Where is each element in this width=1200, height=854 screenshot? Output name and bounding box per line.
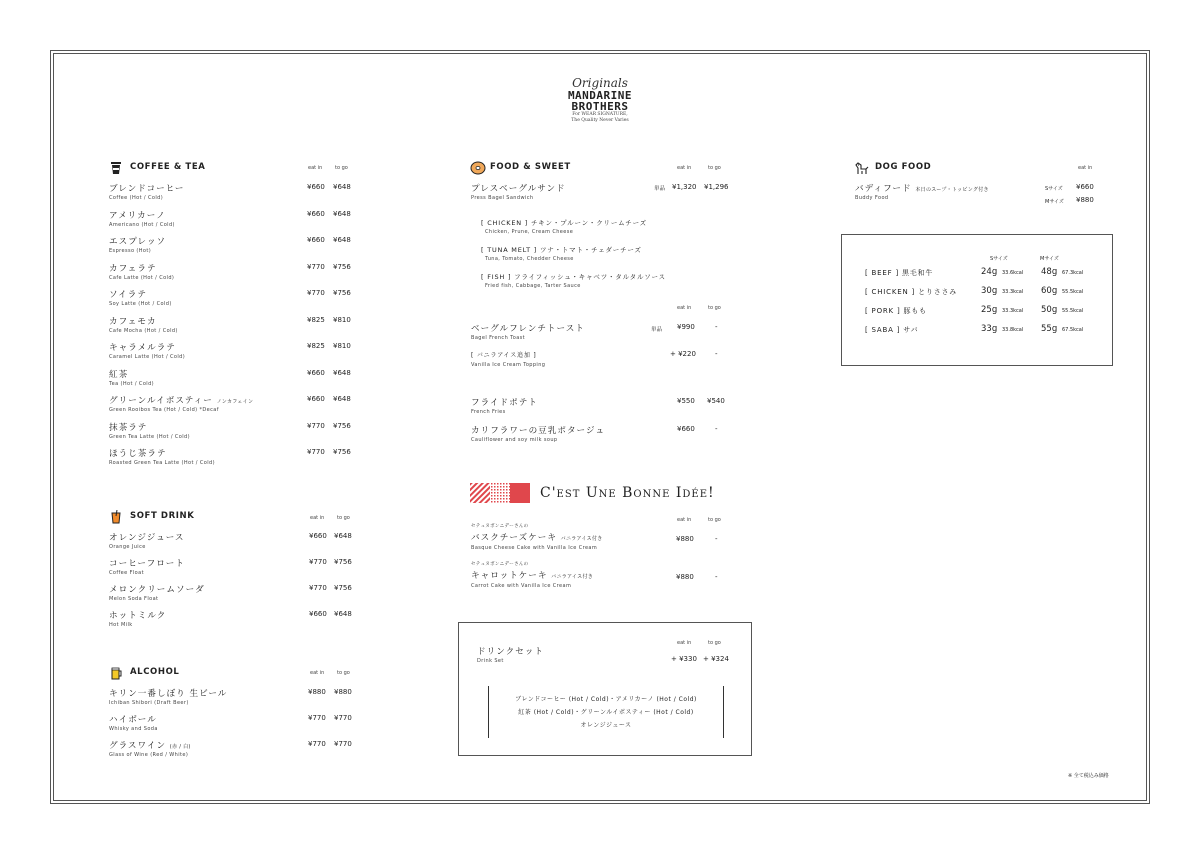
price-eat-in: ¥660 xyxy=(307,236,325,244)
price-eat-in: ¥880 xyxy=(676,573,694,581)
item-name-en: French Fries xyxy=(471,409,506,415)
nutrition-s-grams: 25g xyxy=(981,305,998,315)
item-name-jp xyxy=(109,739,191,751)
item-name-note: ノンカフェイン xyxy=(216,399,254,405)
menu-item xyxy=(109,235,299,261)
menu-item xyxy=(109,557,299,583)
col-to-go: to go xyxy=(708,517,721,523)
item-name-en: Coffee Float xyxy=(109,570,144,576)
coffee-cup-icon xyxy=(110,160,124,174)
price-to-go: - xyxy=(715,323,718,331)
menu-item xyxy=(109,421,299,447)
price-eat-in: ¥550 xyxy=(677,397,695,405)
menu-item-soup xyxy=(471,424,671,450)
item-name-main: ホットミルク xyxy=(109,611,167,621)
item-pre-label: セテュヌボンニデーさんの xyxy=(471,524,529,529)
single-item-note: 単品 xyxy=(651,327,663,333)
item-name-main: カフェラテ xyxy=(109,263,157,274)
price-eat-in: ¥825 xyxy=(307,342,325,350)
price-to-go: ¥648 xyxy=(333,183,351,191)
price-eat-in: ¥825 xyxy=(307,315,325,324)
item-name-jp xyxy=(855,182,989,194)
menu-item xyxy=(109,262,299,288)
price-to-go: - xyxy=(715,535,718,543)
menu-item xyxy=(109,713,299,739)
menu-item-fries xyxy=(471,396,651,422)
item-name-jp xyxy=(109,713,157,725)
price-to-go: ¥880 xyxy=(334,688,352,696)
item-name-en: Americano (Hot / Cold) xyxy=(109,221,175,228)
menu-item xyxy=(109,394,299,420)
price-eat-in: ¥1,320 xyxy=(672,183,697,191)
nutrition-s-kcal: 33.3kcal xyxy=(1002,308,1024,314)
logo-tagline-1: For WEAR SIGNATURE, xyxy=(572,112,628,117)
item-name-jp xyxy=(109,288,147,300)
price-eat-in: ¥660 xyxy=(309,532,327,540)
item-name-en: Carrot Cake with Vanilla Ice Cream xyxy=(471,583,572,589)
bagel-option-jp: [ FISH ] フライフィッシュ・キャベツ・タルタルソース xyxy=(481,273,666,281)
nutrition-m-kcal: 55.5kcal xyxy=(1062,289,1084,295)
single-item-note: 単品 xyxy=(654,186,666,192)
price-eat-in: ¥770 xyxy=(307,421,325,430)
item-name-jp: ドリンクセット xyxy=(477,647,544,657)
col-eat-in: eat in xyxy=(677,517,692,523)
section-title: FOOD & SWEET xyxy=(490,162,571,172)
bagel-option-en: Tuna, Tomato, Chedder Cheese xyxy=(485,256,574,262)
price-eat-in: ¥660 xyxy=(309,610,327,618)
price-to-go: ¥756 xyxy=(334,584,352,592)
logo-line-brothers: BROTHERS xyxy=(571,100,629,113)
price-to-go: - xyxy=(715,573,718,581)
beer-mug-icon xyxy=(110,665,124,679)
item-name-en: Roasted Green Tea Latte (Hot / Cold) xyxy=(109,460,215,466)
menu-item xyxy=(109,687,299,713)
item-name-main: アメリカーノ xyxy=(109,210,166,221)
item-name-main: メロンクリームソーダ xyxy=(109,585,205,595)
price-eat-in: ¥990 xyxy=(677,323,695,331)
item-name-main: キャラメルラテ xyxy=(109,343,176,353)
size-label-s: Sサイズ xyxy=(1045,186,1063,192)
price-to-go: ¥770 xyxy=(334,740,352,748)
item-name-en: Whisky and Soda xyxy=(109,726,158,732)
size-label-m: Mサイズ xyxy=(1045,199,1064,205)
item-name-jp xyxy=(471,531,603,543)
item-name-main: エスプレッソ xyxy=(109,237,167,247)
item-name-jp xyxy=(109,182,185,194)
item-name-jp xyxy=(471,569,593,581)
menu-item xyxy=(109,368,299,394)
logo-script: Originals xyxy=(572,76,628,90)
section-title: ALCOHOL xyxy=(130,667,180,677)
menu-item xyxy=(109,315,299,341)
menu-item xyxy=(109,288,299,314)
section-title: SOFT DRINK xyxy=(130,511,195,521)
price-eat-in: ¥770 xyxy=(308,740,326,748)
price-eat-in: ¥880 xyxy=(308,688,326,696)
price-to-go: ¥648 xyxy=(334,610,352,618)
item-name-en: Basque Cheese Cake with Vanilla Ice Cream xyxy=(471,545,598,551)
bagel-option-jp: [ CHICKEN ] チキン・プルーン・クリームチーズ xyxy=(481,219,647,227)
price-s: ¥660 xyxy=(1076,183,1094,191)
item-name-jp: ベーグルフレンチトースト xyxy=(471,324,585,334)
col-to-go: to go xyxy=(708,640,721,646)
bonne-idee-pattern-logo xyxy=(470,483,530,503)
price-eat-in: ¥660 xyxy=(307,395,325,403)
menu-item-press-bagel xyxy=(471,182,651,208)
nutrition-row-name: [ BEEF ] 黒毛和牛 xyxy=(865,269,934,277)
section-header-dog-food xyxy=(855,159,931,175)
item-pre-label: セテュヌボンニデーさんの xyxy=(471,562,529,567)
item-name-jp xyxy=(109,394,253,406)
nutrition-row-name: [ CHICKEN ] とりささみ xyxy=(865,288,958,296)
bagel-option-en: Fried fish, Cabbage, Tarter Sauce xyxy=(485,283,581,289)
item-name-en: Hot Milk xyxy=(109,622,133,628)
col-eat-in: eat in xyxy=(310,670,325,676)
vanilla-topping-en: Vanilla Ice Cream Topping xyxy=(471,362,546,368)
col-to-go: to go xyxy=(337,670,350,676)
drink-set-choice-line: 紅茶 (Hot / Cold)・グリーンルイボスティー (Hot / Cold) xyxy=(518,709,694,716)
item-name-jp xyxy=(109,262,157,274)
col-eat-in: eat in xyxy=(677,305,692,311)
nutrition-m-grams: 48g xyxy=(1041,267,1058,277)
item-name-main: ハイボール xyxy=(109,715,157,725)
price-to-go: ¥810 xyxy=(333,315,351,324)
nutrition-m-grams: 55g xyxy=(1041,324,1058,334)
menu-item xyxy=(109,209,299,235)
item-name-main: 抹茶ラテ xyxy=(109,422,148,433)
price-to-go: ¥648 xyxy=(333,236,351,244)
vanilla-topping-jp: [ バニラアイス追加 ] xyxy=(471,352,537,359)
nutrition-s-kcal: 33.8kcal xyxy=(1002,327,1024,333)
dog-food-nutrition-box xyxy=(841,234,1113,366)
item-name-main: バスクチーズケーキ xyxy=(471,533,557,543)
item-name-jp xyxy=(109,531,185,543)
price-eat-in: ¥770 xyxy=(307,289,325,297)
nutrition-s-kcal: 33.3kcal xyxy=(1002,289,1024,295)
col-eat-in: eat in xyxy=(310,515,325,521)
item-name-jp xyxy=(109,609,166,621)
col-eat-in: eat in xyxy=(677,165,692,171)
item-name-jp xyxy=(109,557,185,569)
nutrition-m-kcal: 67.5kcal xyxy=(1062,327,1084,333)
nutrition-m-grams: 60g xyxy=(1041,286,1058,296)
item-name-jp xyxy=(109,368,128,380)
nutrition-m-kcal: 55.5kcal xyxy=(1062,308,1084,314)
item-name-jp xyxy=(109,209,166,221)
bagel-option-jp: [ TUNA MELT ] ツナ・トマト・チェダーチーズ xyxy=(481,246,642,254)
menu-item xyxy=(109,447,299,473)
item-name-en: Press Bagel Sandwich xyxy=(471,195,534,201)
price-to-go: ¥648 xyxy=(334,532,352,540)
table-head-m: Mサイズ xyxy=(1040,256,1059,262)
nutrition-s-grams: 24g xyxy=(981,267,998,277)
item-name-main: キャロットケーキ xyxy=(471,571,548,581)
item-name-en: Buddy Food xyxy=(855,195,889,201)
price-eat-in: ¥770 xyxy=(309,558,327,566)
col-to-go: to go xyxy=(335,165,348,171)
nutrition-row-name: [ SABA ] サバ xyxy=(865,326,919,334)
price-eat-in: ¥770 xyxy=(307,448,325,456)
item-name-en: Ichiban Shibori (Draft Beer) xyxy=(109,700,189,706)
nutrition-s-grams: 30g xyxy=(981,286,998,296)
logo-line-mandarine: MANDARINE xyxy=(567,89,633,102)
menu-item-french-toast xyxy=(471,322,651,348)
section-title: COFFEE & TEA xyxy=(130,162,206,172)
price-to-go: ¥648 xyxy=(333,368,351,377)
section-header-soft-drink xyxy=(110,508,194,524)
item-name-main: グラスワイン xyxy=(109,741,167,751)
item-name-en: Green Tea Latte (Hot / Cold) xyxy=(109,433,190,440)
section-header-coffee-tea xyxy=(110,159,205,175)
price-eat-in: + ¥330 xyxy=(671,655,697,663)
item-name-note: バニラアイス付き xyxy=(551,574,594,580)
price-eat-in: ¥770 xyxy=(308,714,326,722)
nutrition-s-grams: 33g xyxy=(981,324,998,334)
price-to-go: ¥756 xyxy=(333,262,351,271)
item-name-main: 紅茶 xyxy=(109,369,129,380)
bonne-idee-title: C'est Une Bonne Idée! xyxy=(540,485,715,501)
col-eat-in: eat in xyxy=(1078,165,1093,171)
menu-item xyxy=(109,739,299,765)
item-name-note: 本日のスープ・トッピング付き xyxy=(915,187,989,193)
item-name-jp xyxy=(109,421,147,433)
item-name-en: Melon Soda Float xyxy=(109,596,159,602)
section-header-alcohol xyxy=(110,664,179,680)
menu-item xyxy=(109,182,299,208)
item-name-en: Soy Latte (Hot / Cold) xyxy=(109,301,172,307)
price-to-go: - xyxy=(715,425,718,433)
item-name-jp xyxy=(109,583,205,595)
price-eat-in: ¥880 xyxy=(676,535,694,543)
item-name-jp xyxy=(109,687,227,699)
price-to-go: ¥756 xyxy=(333,421,351,430)
item-name-jp xyxy=(109,235,166,247)
menu-item xyxy=(109,609,299,635)
item-name-note: (赤 / 白) xyxy=(169,744,191,750)
section-header-food-sweet xyxy=(470,159,571,175)
menu-item xyxy=(109,531,299,557)
item-name-jp: プレスベーグルサンド xyxy=(471,184,566,194)
price-to-go: ¥1,296 xyxy=(704,183,729,191)
price-to-go: ¥648 xyxy=(333,209,351,218)
col-to-go: to go xyxy=(708,305,721,311)
item-name-main: ブレンドコーヒー xyxy=(109,184,185,194)
price-to-go: ¥756 xyxy=(334,558,352,566)
section-title: DOG FOOD xyxy=(875,162,932,172)
item-name-main: バディフード xyxy=(855,184,912,194)
item-name-en: Cafe Mocha (Hot / Cold) xyxy=(109,327,178,334)
price-to-go: + ¥324 xyxy=(703,655,729,663)
item-name-en: Coffee (Hot / Cold) xyxy=(109,195,164,201)
price-eat-in: ¥770 xyxy=(309,584,327,592)
price-to-go: ¥756 xyxy=(333,448,351,456)
price-eat-in: ¥660 xyxy=(677,425,695,433)
item-name-en: Cauliflower and soy milk soup xyxy=(471,437,558,443)
col-to-go: to go xyxy=(337,515,350,521)
price-to-go: ¥756 xyxy=(333,289,351,297)
drink-set-choice-line: ブレンドコーヒー (Hot / Cold)・アメリカーノ (Hot / Cold) xyxy=(515,696,697,703)
nutrition-m-kcal: 67.3kcal xyxy=(1062,270,1084,276)
price-to-go: ¥540 xyxy=(707,397,725,405)
item-name-jp xyxy=(109,447,167,459)
item-name-main: カフェモカ xyxy=(109,316,157,327)
price-m: ¥880 xyxy=(1076,196,1094,204)
menu-item xyxy=(109,341,299,367)
item-name-en: Glass of Wine (Red / White) xyxy=(109,752,189,758)
item-name-jp xyxy=(109,315,157,327)
drink-set-choice-line: オレンジジュース xyxy=(580,722,632,729)
price-eat-in: ¥770 xyxy=(307,262,325,271)
bagel-option-en: Chicken, Prune, Cream Cheese xyxy=(485,229,574,235)
price-eat-in: ¥660 xyxy=(307,368,325,377)
price-to-go: ¥648 xyxy=(333,395,351,403)
brand-logo xyxy=(540,76,660,124)
item-name-en: Cafe Latte (Hot / Cold) xyxy=(109,274,175,281)
item-name-en: Bagel French Toast xyxy=(471,335,526,341)
item-name-en: Drink Set xyxy=(477,658,504,664)
dog-icon xyxy=(855,160,869,174)
logo-tagline-2: The Quality Never Varies xyxy=(571,118,629,123)
item-name-jp: フライドポテト xyxy=(471,398,538,408)
item-name-en: Caramel Latte (Hot / Cold) xyxy=(109,354,186,360)
nutrition-m-grams: 50g xyxy=(1041,305,1058,315)
item-name-jp xyxy=(109,341,176,353)
tax-included-note: ※ 全て税込み価格 xyxy=(1068,773,1109,779)
juice-cup-icon xyxy=(110,509,124,523)
price-eat-in: + ¥220 xyxy=(670,350,696,358)
item-name-main: オレンジジュース xyxy=(109,533,185,543)
col-to-go: to go xyxy=(708,165,721,171)
col-eat-in: eat in xyxy=(677,640,692,646)
item-name-jp: カリフラワーの豆乳ポタージュ xyxy=(471,426,605,436)
price-to-go: - xyxy=(715,350,718,358)
item-name-main: ほうじ茶ラテ xyxy=(109,449,167,459)
nutrition-s-kcal: 33.6kcal xyxy=(1002,270,1024,276)
item-name-note: バニラアイス付き xyxy=(560,536,603,542)
price-to-go: ¥770 xyxy=(334,714,352,722)
nutrition-row-name: [ PORK ] 豚もも xyxy=(865,307,927,315)
item-name-en: Tea (Hot / Cold) xyxy=(109,380,154,387)
price-eat-in: ¥660 xyxy=(307,209,325,218)
item-name-en: Orange Juice xyxy=(109,544,146,550)
menu-item xyxy=(109,583,299,609)
price-eat-in: ¥660 xyxy=(307,183,325,191)
item-name-en: Espresso (Hot) xyxy=(109,248,152,254)
table-head-s: Sサイズ xyxy=(990,256,1008,262)
menu-item-buddy-food xyxy=(855,182,1035,208)
bagel-icon xyxy=(470,160,484,174)
item-name-main: キリン一番しぼり 生ビール xyxy=(109,689,228,699)
col-eat-in: eat in xyxy=(308,165,323,171)
item-name-en: Green Rooibos Tea (Hot / Cold) *Decaf xyxy=(109,407,219,413)
price-to-go: ¥810 xyxy=(333,342,351,350)
item-name-main: コーヒーフロート xyxy=(109,559,185,569)
menu-item-drink-set xyxy=(477,645,627,671)
item-name-main: ソイラテ xyxy=(109,290,147,300)
item-name-main: グリーンルイボスティー xyxy=(109,396,213,406)
